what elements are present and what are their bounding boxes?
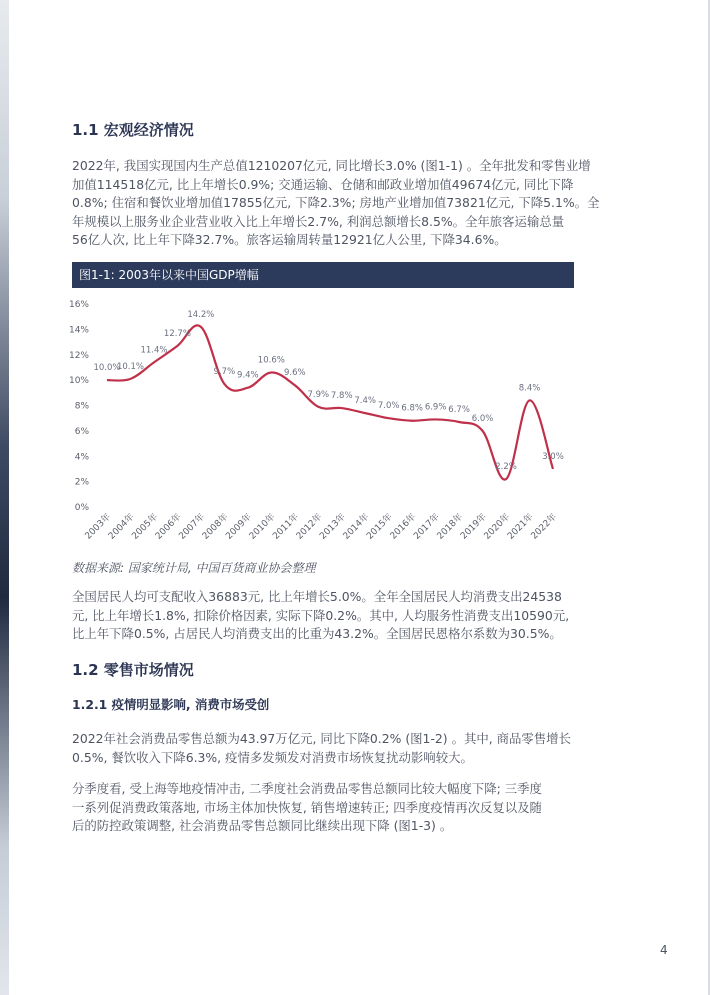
- y-tick-label: 2%: [74, 477, 89, 488]
- x-tick-label: 2018年: [435, 512, 466, 542]
- data-label: 8.4%: [518, 383, 541, 394]
- gdp-series-line: [107, 325, 553, 479]
- data-label: 9.4%: [237, 370, 259, 381]
- paragraph-line: 0.8%; 住宿和餐饮业增加值17855亿元, 下降2.3%; 房地产业增加值73821亿元, 下降5.1%。全: [72, 195, 600, 210]
- income-paragraph: [72, 588, 580, 644]
- paragraph-line: 年规模以上服务业企业营业收入比上年增长2.7%, 利润总额增长8.5%。全年旅客运输总量: [72, 213, 565, 229]
- paragraph-line: 2022年, 我国实现国内生产总值1210207亿元, 同比增长3.0% (图1-1) 。全年批发和零售业增: [72, 158, 591, 173]
- data-label: 6.7%: [448, 404, 470, 415]
- data-label: 12.7%: [163, 328, 191, 339]
- gdp-growth-line-chart: [60, 292, 580, 552]
- data-label: 3.0%: [542, 451, 564, 462]
- data-label: 10.0%: [93, 363, 121, 374]
- subsection-title-1-2-1: 1.2.1 疫情明显影响, 消费市场受创: [72, 697, 270, 712]
- y-tick-label: 6%: [74, 426, 89, 437]
- paragraph-line: 0.5%, 餐饮收入下降6.3%, 疫情多发频发对消费市场恢复扰动影响较大。: [72, 749, 473, 765]
- x-tick-label: 2021年: [506, 512, 536, 542]
- page-number: 4: [660, 943, 668, 957]
- data-label: 9.6%: [283, 368, 306, 379]
- data-label: 14.2%: [187, 309, 215, 320]
- paragraph-line: 元, 比上年增长1.8%, 扣除价格因素, 实际下降0.2%。其中, 人均服务性消费支出10590元,: [72, 607, 570, 623]
- x-tick-label: 2003年: [83, 512, 114, 542]
- data-label: 2.2%: [495, 462, 517, 473]
- data-label: 7.9%: [307, 389, 330, 400]
- data-label: 7.8%: [330, 391, 353, 402]
- y-tick-label: 8%: [74, 401, 89, 412]
- paragraph-line: 分季度看, 受上海等地疫情冲击, 二季度社会消费品零售总额同比较大幅度下降; 三季度: [72, 781, 542, 796]
- x-axis: [82, 511, 559, 542]
- paragraph-line: 加值114518亿元, 比上年增长0.9%; 交通运输、仓储和邮政业增加值49674亿元, 同比下降: [72, 176, 574, 192]
- data-label: 11.4%: [140, 345, 168, 356]
- x-tick-label: 2016年: [388, 512, 419, 542]
- x-tick-label: 2009年: [224, 512, 254, 542]
- section-title-1-1: 1.1 宏观经济情况: [72, 121, 194, 139]
- section-title-1-2: 1.2 零售市场情况: [72, 661, 194, 679]
- x-tick-label: 2015年: [365, 512, 395, 542]
- data-labels: [93, 310, 563, 472]
- data-label: 6.0%: [471, 413, 494, 424]
- x-tick-label: 2010年: [247, 512, 278, 542]
- y-axis: [69, 300, 89, 513]
- x-tick-label: 2020年: [482, 512, 513, 542]
- x-tick-label: 2014年: [341, 512, 372, 542]
- paragraph-line: 比上年下降0.5%, 占居民人均消费支出的比重为43.2%。全国居民恩格尔系数为30.5%。: [72, 626, 562, 641]
- data-label: 10.1%: [116, 361, 144, 372]
- macro-economy-paragraph: [72, 157, 600, 250]
- paragraph-line: 全国居民人均可支配收入36883元, 比上年增长5.0%。全年全国居民人均消费支出24538: [72, 589, 562, 604]
- data-label: 6.9%: [424, 402, 447, 413]
- paragraph-line: 后的防控政策调整, 社会消费品零售总额同比继续出现下降 (图1-3) 。: [72, 818, 453, 833]
- data-label: 7.0%: [377, 401, 400, 412]
- paragraph-line: 一系列促消费政策落地, 市场主体加快恢复, 销售增速转正; 四季度疫情再次反复以及随: [72, 799, 542, 815]
- paragraph-line: 2022年社会消费品零售总额为43.97万亿元, 同比下降0.2% (图1-2) 。其中, 商品零售增长: [72, 731, 571, 746]
- x-tick-label: 2022年: [529, 512, 560, 542]
- x-tick-label: 2005年: [130, 512, 161, 542]
- figure-source-note: 数据来源: 国家统计局, 中国百货商业协会整理: [72, 561, 316, 575]
- x-tick-label: 2013年: [318, 512, 348, 542]
- x-tick-label: 2019年: [459, 512, 489, 542]
- y-tick-label: 12%: [68, 350, 89, 361]
- data-label: 10.6%: [257, 355, 285, 366]
- y-tick-label: 10%: [68, 376, 89, 387]
- y-tick-label: 4%: [74, 452, 89, 463]
- figure-title-bar: 图1-1: 2003年以来中国GDP增幅: [72, 262, 574, 288]
- x-tick-label: 2007年: [177, 512, 208, 542]
- x-tick-label: 2006年: [153, 512, 184, 542]
- x-tick-label: 2011年: [271, 512, 301, 542]
- x-tick-label: 2012年: [294, 512, 325, 542]
- data-label: 6.8%: [401, 403, 423, 414]
- y-tick-label: 14%: [68, 325, 89, 336]
- y-tick-label: 0%: [74, 503, 89, 513]
- left-decorative-strip: [0, 0, 9, 995]
- x-tick-label: 2017年: [412, 512, 442, 542]
- retail-paragraph-b: [72, 780, 580, 836]
- paragraph-line: 56亿人次, 比上年下降32.7%。旅客运输周转量12921亿人公里, 下降34.6%。: [72, 232, 507, 247]
- data-label: 7.4%: [354, 396, 377, 407]
- y-tick-label: 16%: [68, 300, 89, 310]
- data-label: 9.7%: [213, 366, 236, 377]
- x-tick-label: 2004年: [106, 512, 137, 542]
- x-tick-label: 2008年: [200, 512, 231, 542]
- retail-paragraph-a: [72, 730, 580, 767]
